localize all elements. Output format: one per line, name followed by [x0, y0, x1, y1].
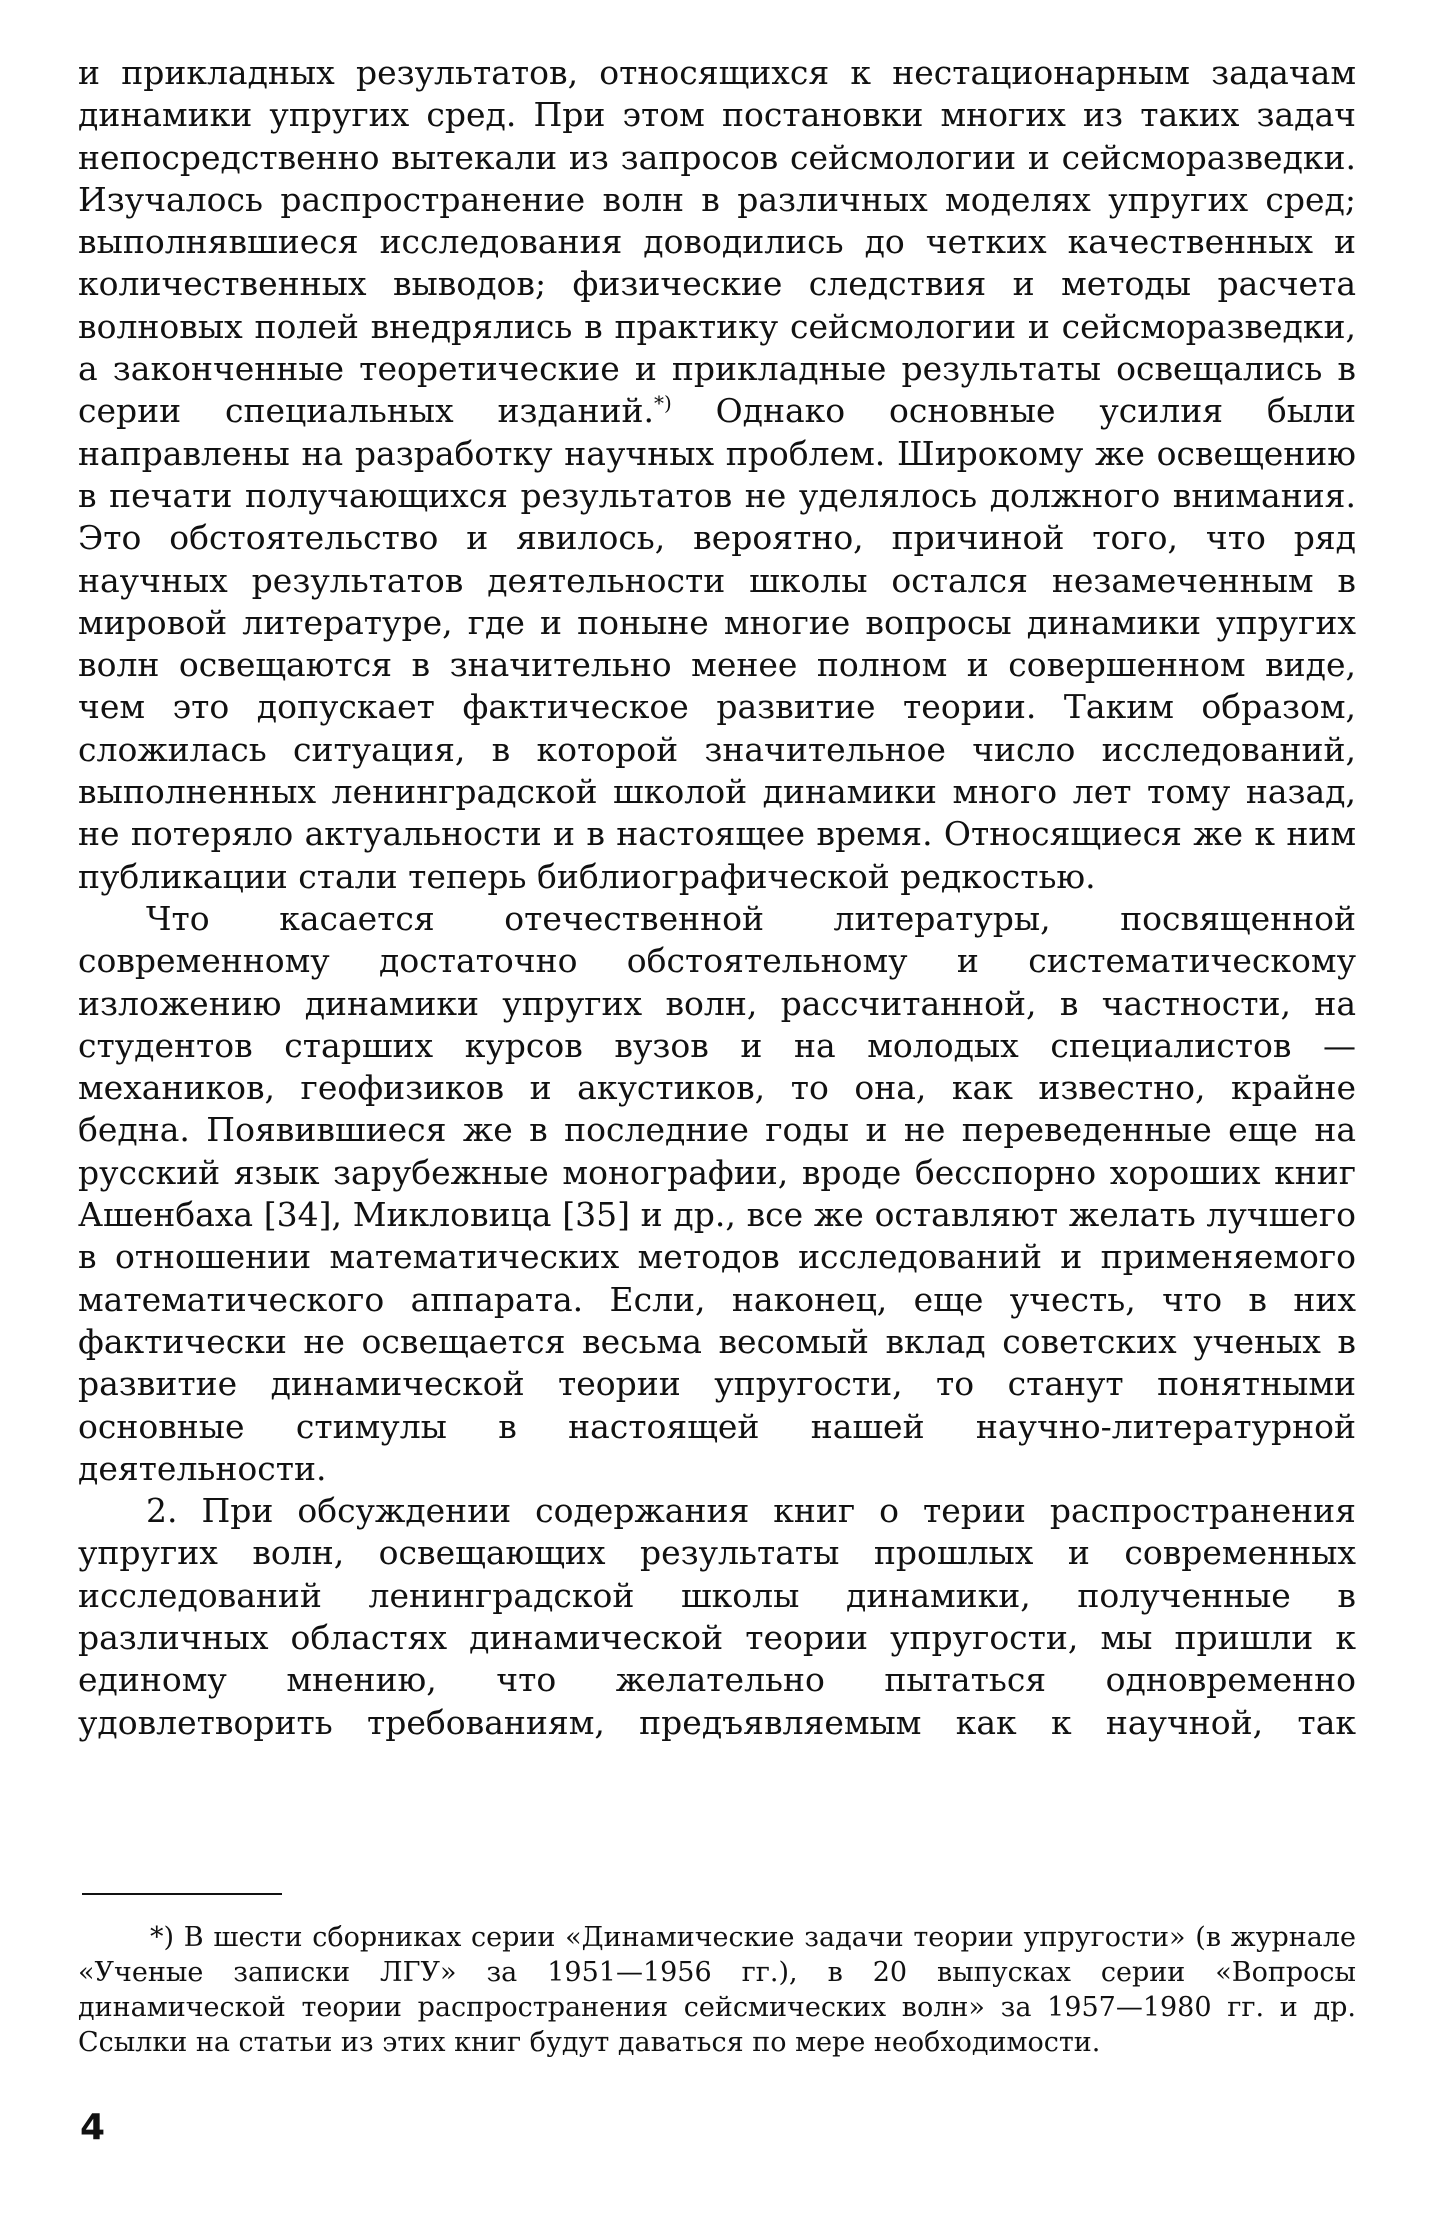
paragraph-1-continuation: Однако основные усилия были направлены на разработку научных проблем. Широкому же освещению в печати получающихся результатов не уделялось должного внимания. Это обстоятельство и явилось, вероятно, причиной того, что ряд научных результатов деятельности школы остался незамеченным в мировой литературе, где и поныне многие вопросы динамики упругих волн освещаются в значительно менее полном и совершенном виде, чем это допускает фактическое развитие теории. Таким образом, сложилась ситуация, в которой значительное число исследований, выполненных ленинградской школой динамики много лет тому назад, не потеряло актуальности и в настоящее время. Относящиеся же к ним публикации стали теперь библиографической редкостью. — [78, 391, 1356, 896]
footnote-divider — [82, 1893, 282, 1895]
page-number: 4 — [80, 2107, 106, 2148]
paragraph-3: 2. При обсуждении содержания книг о терии распространения упругих волн, освещающих результаты прошлых и современных исследований ленинградской школы динамики, полученные в различных областях динамической теории упругости, мы пришли к единому мнению, что желательно пытаться одновременно удовлетворить требованиям, предъявляемым как к научной, так — [78, 1491, 1356, 1742]
page-body — [78, 52, 1356, 1744]
paragraph-1 — [78, 52, 1356, 898]
footnote-reference-mark: *) — [653, 391, 672, 416]
paragraph-1-text: и прикладных результатов, относящихся к нестационарным задачам динамики упругих сред. При этом постановки многих из таких задач непосредственно вытекали из запросов сейсмологии и сейсморазведки. Изучалось распространение волн в различных моделях упругих сред; выполнявшиеся исследования доводились до четких качественных и количественных выводов; физические следствия и методы расчета волновых полей внедрялись в практику сейсмологии и сейсморазведки, а законченные теоретические и прикладные результаты освещались в серии специальных изданий. — [78, 53, 1356, 431]
footnote-mark: *) — [150, 1922, 175, 1953]
paragraph-2: Что касается отечественной литературы, посвященной современному достаточно обстоятельному и систематическому изложению динамики упругих волн, рассчитанной, в частности, на студентов старших курсов вузов и на молодых специалистов — механиков, геофизиков и акустиков, то она, как известно, крайне бедна. Появившиеся же в последние годы и не переведенные еще на русский язык зарубежные монографии, вроде бесспорно хороших книг Ашенбаха [34], Микловица [35] и др., все же оставляют желать лучшего в отношении математических методов исследований и применяемого математического аппарата. Если, наконец, еще учесть, что в них фактически не освещается весьма весомый вклад советских ученых в развитие динамической теории упругости, то станут понятными основные стимулы в настоящей нашей научно-литературной деятельности. — [78, 898, 1356, 1488]
footnote-text: В шести сборниках серии «Динамические задачи теории упругости» (в журнале «Ученые записки ЛГУ» за 1951—1956 гг.), в 20 выпусках серии «Вопросы динамической теории распространения сейсмических волн» за 1957—1980 гг. и др. Ссылки на статьи из этих книг будут даваться по мере необходимости. — [78, 1922, 1356, 2058]
footnote — [78, 1920, 1356, 2060]
